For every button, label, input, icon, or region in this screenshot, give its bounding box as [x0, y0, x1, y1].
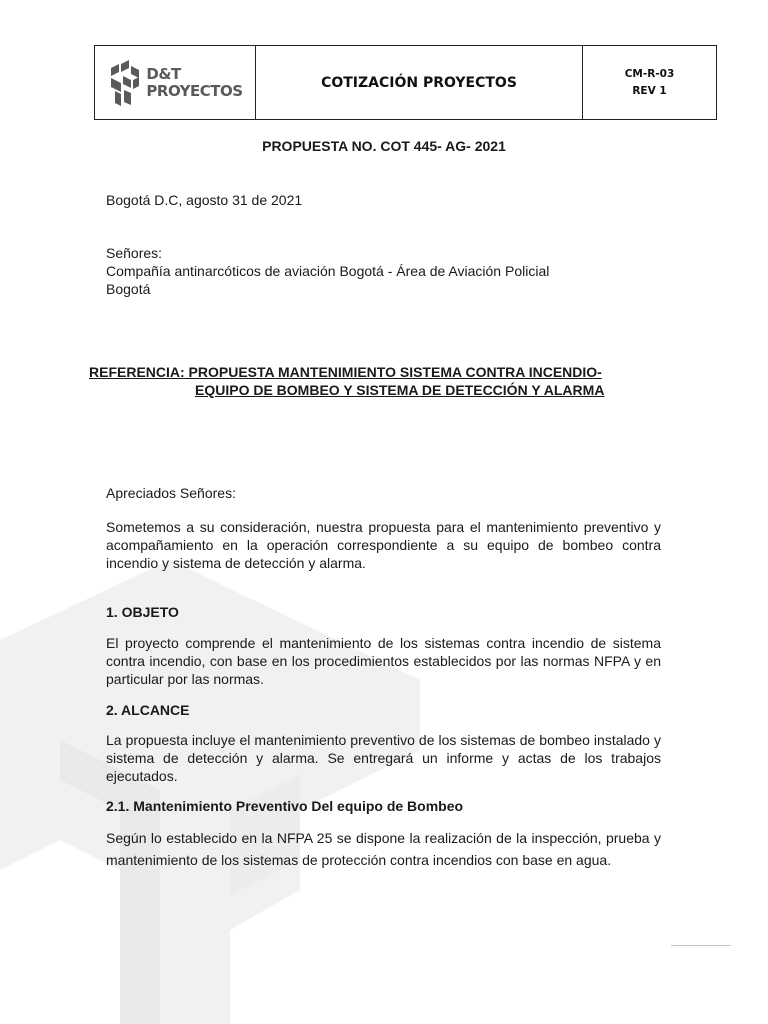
footer-divider [671, 945, 731, 946]
logo-text-line2: PROYECTOS [146, 81, 243, 100]
document-code-cell [583, 46, 716, 119]
reference-line-2: EQUIPO DE BOMBEO Y SISTEMA DE DETECCIÓN Y ALARMA [195, 382, 605, 398]
recipient-city: Bogotá [106, 281, 151, 297]
company-logo-icon [107, 58, 141, 108]
company-logo [95, 46, 256, 119]
section-heading-alcance: 2. ALCANCE [106, 702, 190, 718]
recipient-company: Compañía antinarcóticos de aviación Bogotá - Área de Aviación Policial [106, 263, 550, 279]
place-date: Bogotá D.C, agosto 31 de 2021 [106, 192, 303, 208]
section-body-mantenimiento: Según lo establecido en la NFPA 25 se dispone la realización de la inspección, prueba y mantenimiento de los sistemas de protección contra incendios con base en agua. [106, 830, 661, 868]
document-header [94, 45, 717, 120]
greeting: Apreciados Señores: [106, 485, 236, 501]
document-type-title: COTIZACIÓN PROYECTOS [256, 46, 583, 119]
watermark-logo [0, 560, 420, 1024]
reference-line-1: REFERENCIA: PROPUESTA MANTENIMIENTO SISTEMA CONTRA INCENDIO- [89, 364, 602, 380]
recipient-salutation: Señores: [106, 245, 163, 261]
proposal-number: PROPUESTA NO. COT 445- AG- 2021 [262, 138, 506, 154]
section-body-alcance: La propuesta incluye el mantenimiento preventivo de los sistemas de bombeo instalado y sistema de detección y alarma. Se entregará un informe y actas de los trabajos ejecutados. [106, 732, 661, 784]
section-heading-objeto: 1. OBJETO [106, 604, 179, 620]
document-revision: REV 1 [632, 84, 667, 97]
logo-text-line1: D&T [146, 64, 181, 83]
section-body-objeto: El proyecto comprende el mantenimiento de los sistemas contra incendio de sistema contra incendio, con base en los procedimientos establecidos por las normas NFPA y en particular por las normas. [106, 635, 661, 687]
section-heading-mantenimiento: 2.1. Mantenimiento Preventivo Del equipo de Bombeo [106, 798, 464, 814]
document-code: CM-R-03 [624, 67, 675, 80]
intro-paragraph: Sometemos a su consideración, nuestra propuesta para el mantenimiento preventivo y acompañamiento en la operación correspondiente a su equipo de bombeo contra incendio y sistema de detección y alarma. [106, 519, 661, 571]
